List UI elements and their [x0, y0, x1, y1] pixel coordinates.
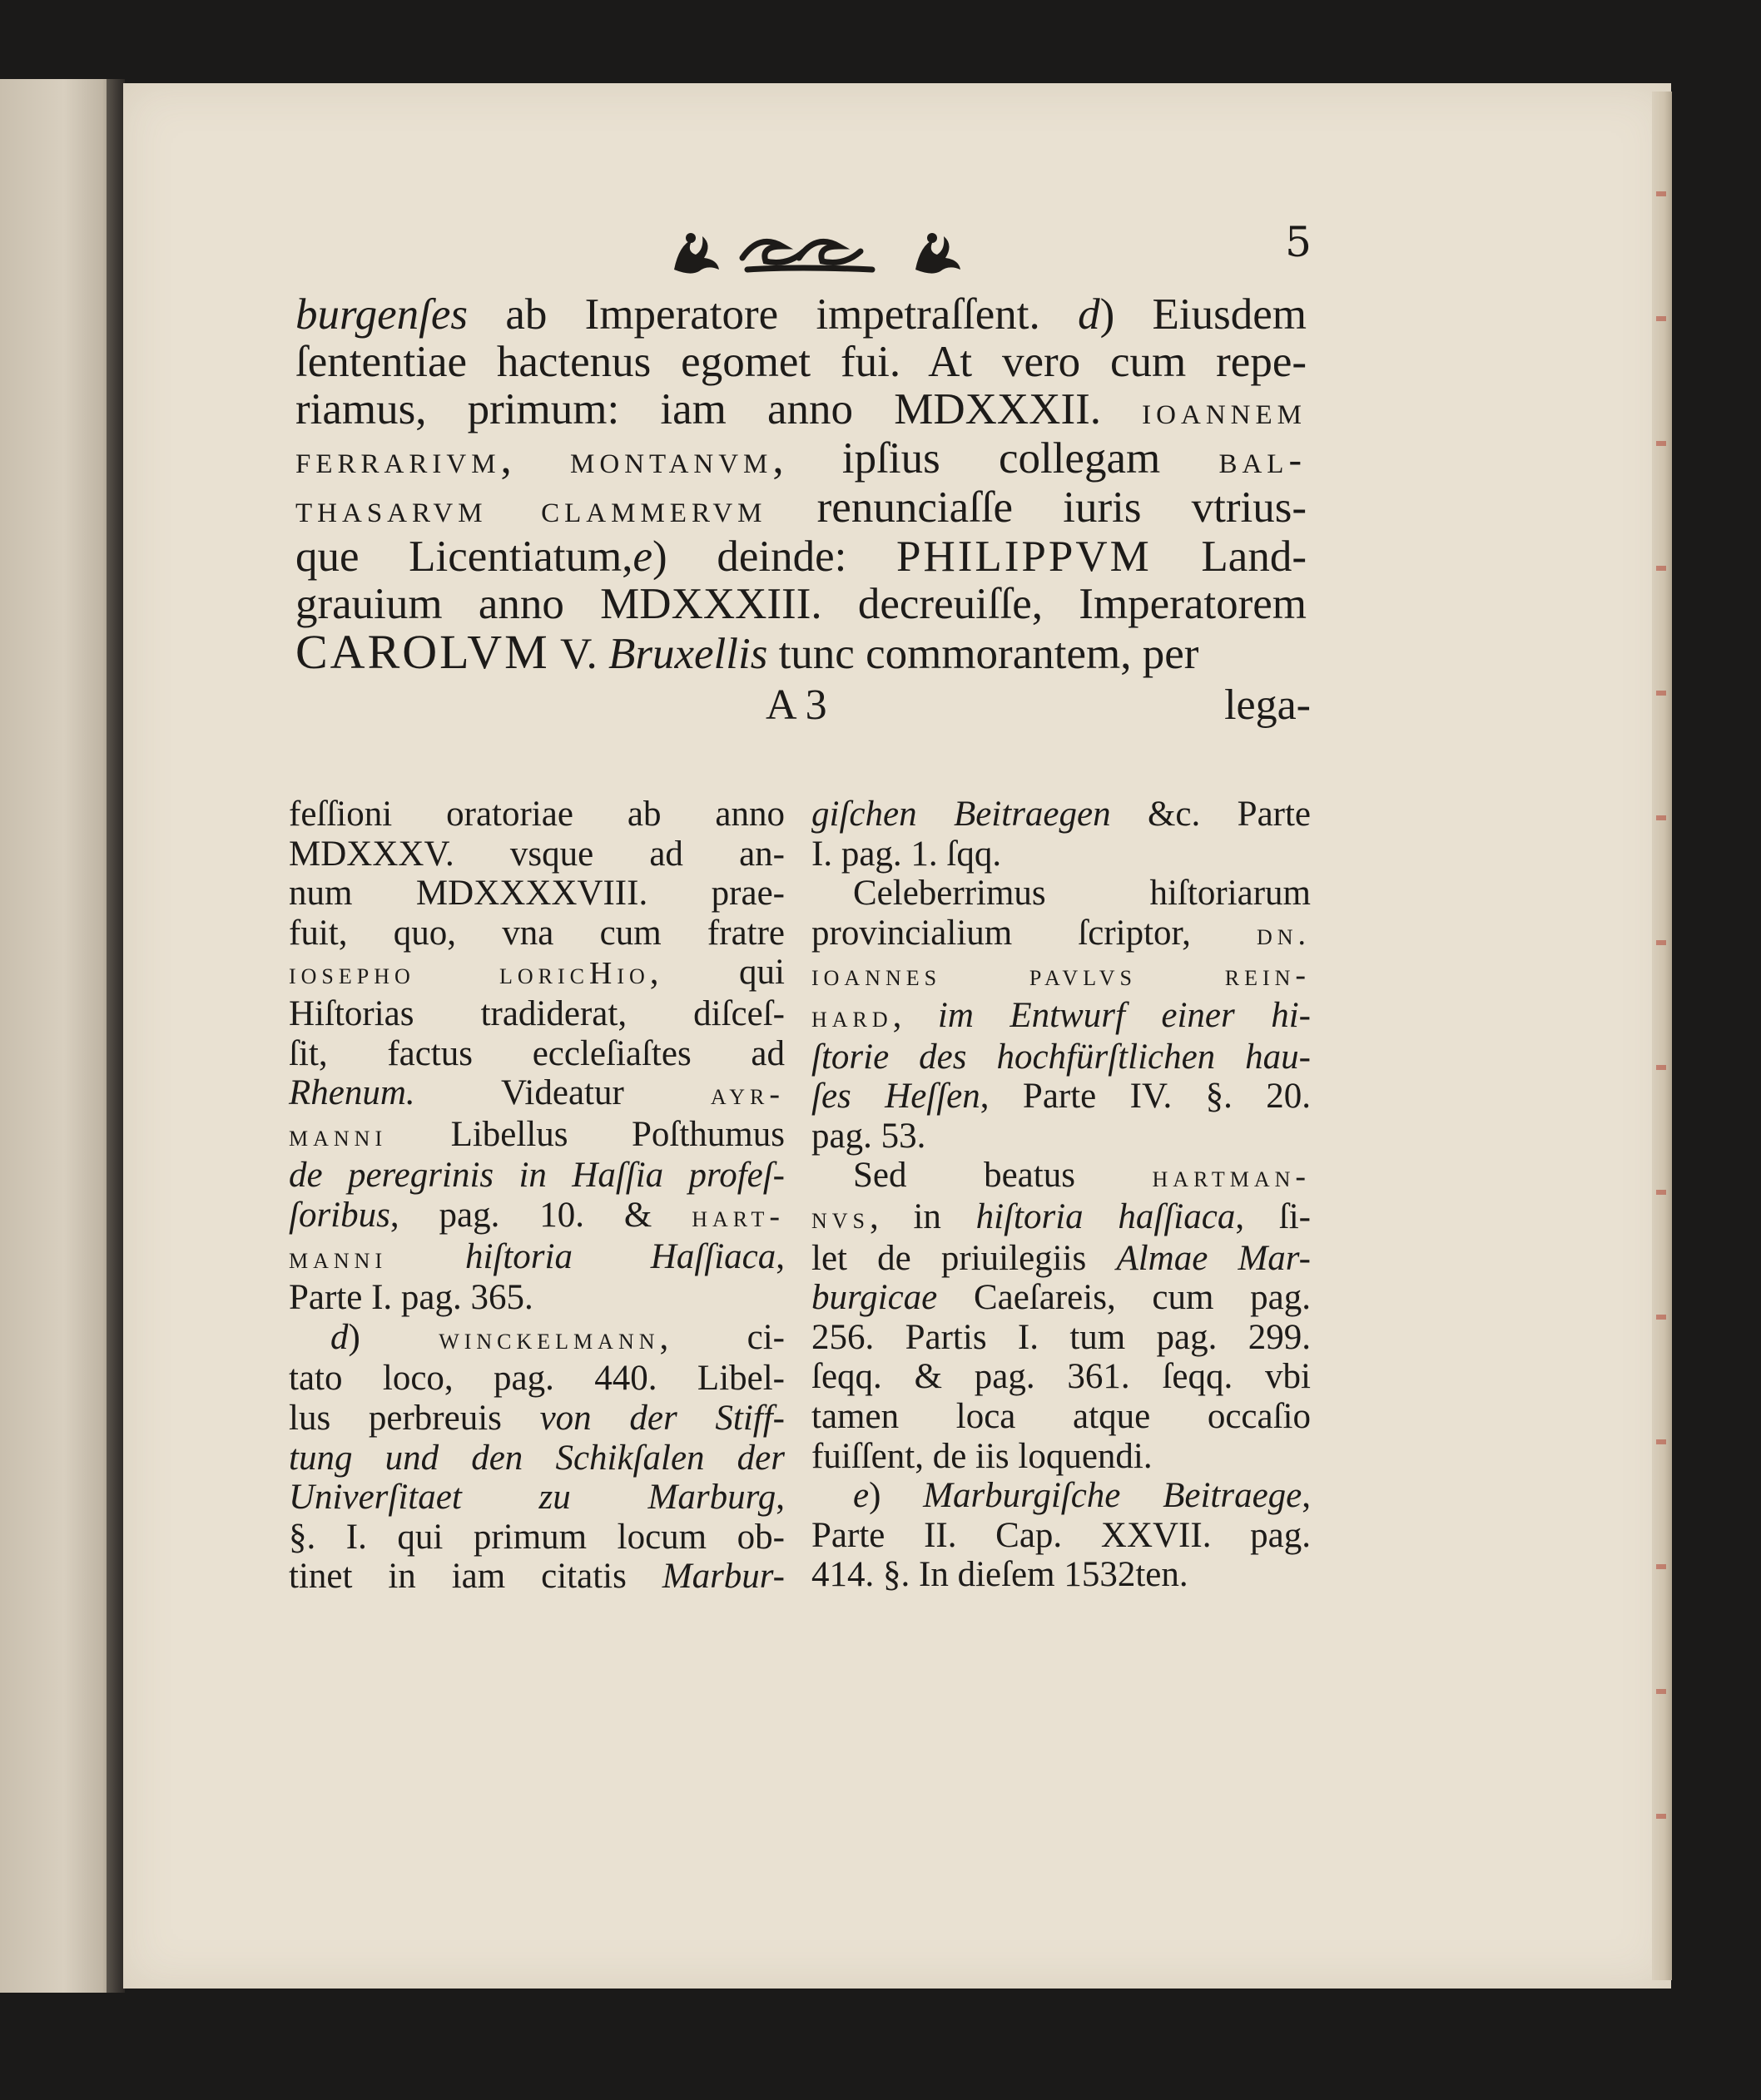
footnote-line: manni hiſtoria Haſſiaca, [289, 1236, 786, 1276]
footnote-line: tamen loca atque occaſio [811, 1396, 1311, 1436]
footnote-line: hard, im Entwurf einer hi- [811, 995, 1311, 1035]
footnote-line: Univerſitaet zu Marburg, [289, 1478, 785, 1518]
footnote-line: MDXXXV. vsque ad an- [289, 834, 785, 874]
footnote-line: ſeqq. & pag. 361. ſeqq. vbi [811, 1357, 1311, 1397]
footnote-line: ſoribus, pag. 10. & hart- [289, 1195, 785, 1235]
footnote-line: I. pag. 1. ſqq. [811, 834, 1002, 874]
main-line-3: riamus, primum: iam anno MDXXXII. ioannem [295, 385, 1307, 433]
footnote-line: feſſioni oratoriae ab anno [289, 795, 785, 834]
footnote-line: tung und den Schikſalen der [289, 1438, 785, 1478]
footnote-line: Rhenum. Videatur ayr- [289, 1073, 785, 1113]
footnote-line: 414. §. In dieſem 1532ten. [811, 1555, 1188, 1595]
footnote-line: ioannes pavlvs rein- [811, 958, 1311, 993]
footnote-line: tinet in iam citatis Marbur- [289, 1557, 785, 1597]
footnote-line: manni Libellus Poſthumus [289, 1114, 785, 1154]
main-line-1: burgenſes ab Imperatore impetraſſent. d) Eiusdem [295, 290, 1307, 339]
main-line-7: grauium anno MDXXXIII. decreuiſſe, Imperatorem [295, 580, 1307, 628]
main-line-8: CAROLVM V. Bruxellis tunc commorantem, per [295, 625, 1199, 679]
footnote-line: lus perbreuis von der Stiff- [289, 1398, 785, 1438]
footnote-line: provincialium ſcriptor, dn. [811, 913, 1311, 953]
main-line-5: thasarvm clammervm renunciaſſe iuris vtrius- [295, 483, 1307, 532]
signature-mark: A 3 [766, 681, 827, 729]
footnote-line: Parte I. pag. 365. [289, 1278, 533, 1318]
gutter-shadow [107, 79, 125, 1993]
footnote-line: ſes Heſſen, Parte IV. §. 20. [811, 1077, 1311, 1117]
footnote-line: giſchen Beitraegen &c. Parte [811, 795, 1312, 834]
header-ornament-icon [666, 218, 965, 285]
footnote-line: ſtorie des hochfürſtlichen hau- [811, 1037, 1311, 1077]
main-line-2: ſententiae hactenus egomet fui. At vero cum repe- [295, 338, 1307, 386]
footnote-line: Parte II. Cap. XXVII. pag. [811, 1515, 1311, 1555]
footnote-line: Hiſtorias tradiderat, diſceſ- [289, 993, 785, 1033]
footnote-line: let de priuilegiis Almae Mar- [811, 1238, 1311, 1278]
footnote-line: fuiſſent, de iis loquendi. [811, 1436, 1153, 1476]
footnote-line: e) Marburgiſche Beitraege, [853, 1476, 1311, 1516]
footnote-line: de peregrinis in Haſſia profeſ- [289, 1156, 785, 1196]
footnote-line: §. I. qui primum locum ob- [289, 1517, 785, 1557]
main-line-6: que Licentiatum,e) deinde: PHILIPPVM Land- [295, 532, 1307, 581]
footnote-line: num MDXXXXVIII. prae- [289, 874, 785, 914]
footnote-line: tato loco, pag. 440. Libel- [289, 1359, 785, 1399]
main-line-4: ferrarivm, montanvm, ipſius collegam bal- [295, 434, 1307, 483]
footnote-line: d) winckelmann, ci- [330, 1317, 785, 1357]
footnotes-right-column [811, 795, 1311, 1595]
page-number: 5 [1285, 218, 1312, 266]
footnote-line: pag. 53. [811, 1116, 926, 1156]
red-edge-flecks [1656, 133, 1666, 1922]
footnote-line: fuit, quo, vna cum fratre [289, 913, 785, 953]
facing-page-edge [0, 79, 117, 1993]
catchword: lega- [1224, 681, 1311, 729]
footnote-line: iosepho loricHio, qui [289, 953, 786, 993]
footnote-line: 256. Partis I. tum pag. 299. [811, 1317, 1311, 1357]
footnote-line: nvs, in hiſtoria haſſiaca, ſi- [811, 1196, 1312, 1236]
footnote-line: ſit, factus eccleſiaſtes ad [289, 1033, 785, 1073]
footnote-line: Sed beatus hartman- [853, 1156, 1311, 1196]
main-text-block [295, 291, 1307, 678]
footnote-line: Celeberrimus hiſtoriarum [853, 874, 1311, 914]
footnote-line: burgicae Caeſareis, cum pag. [811, 1278, 1311, 1318]
footnotes-left-column [289, 795, 785, 1597]
